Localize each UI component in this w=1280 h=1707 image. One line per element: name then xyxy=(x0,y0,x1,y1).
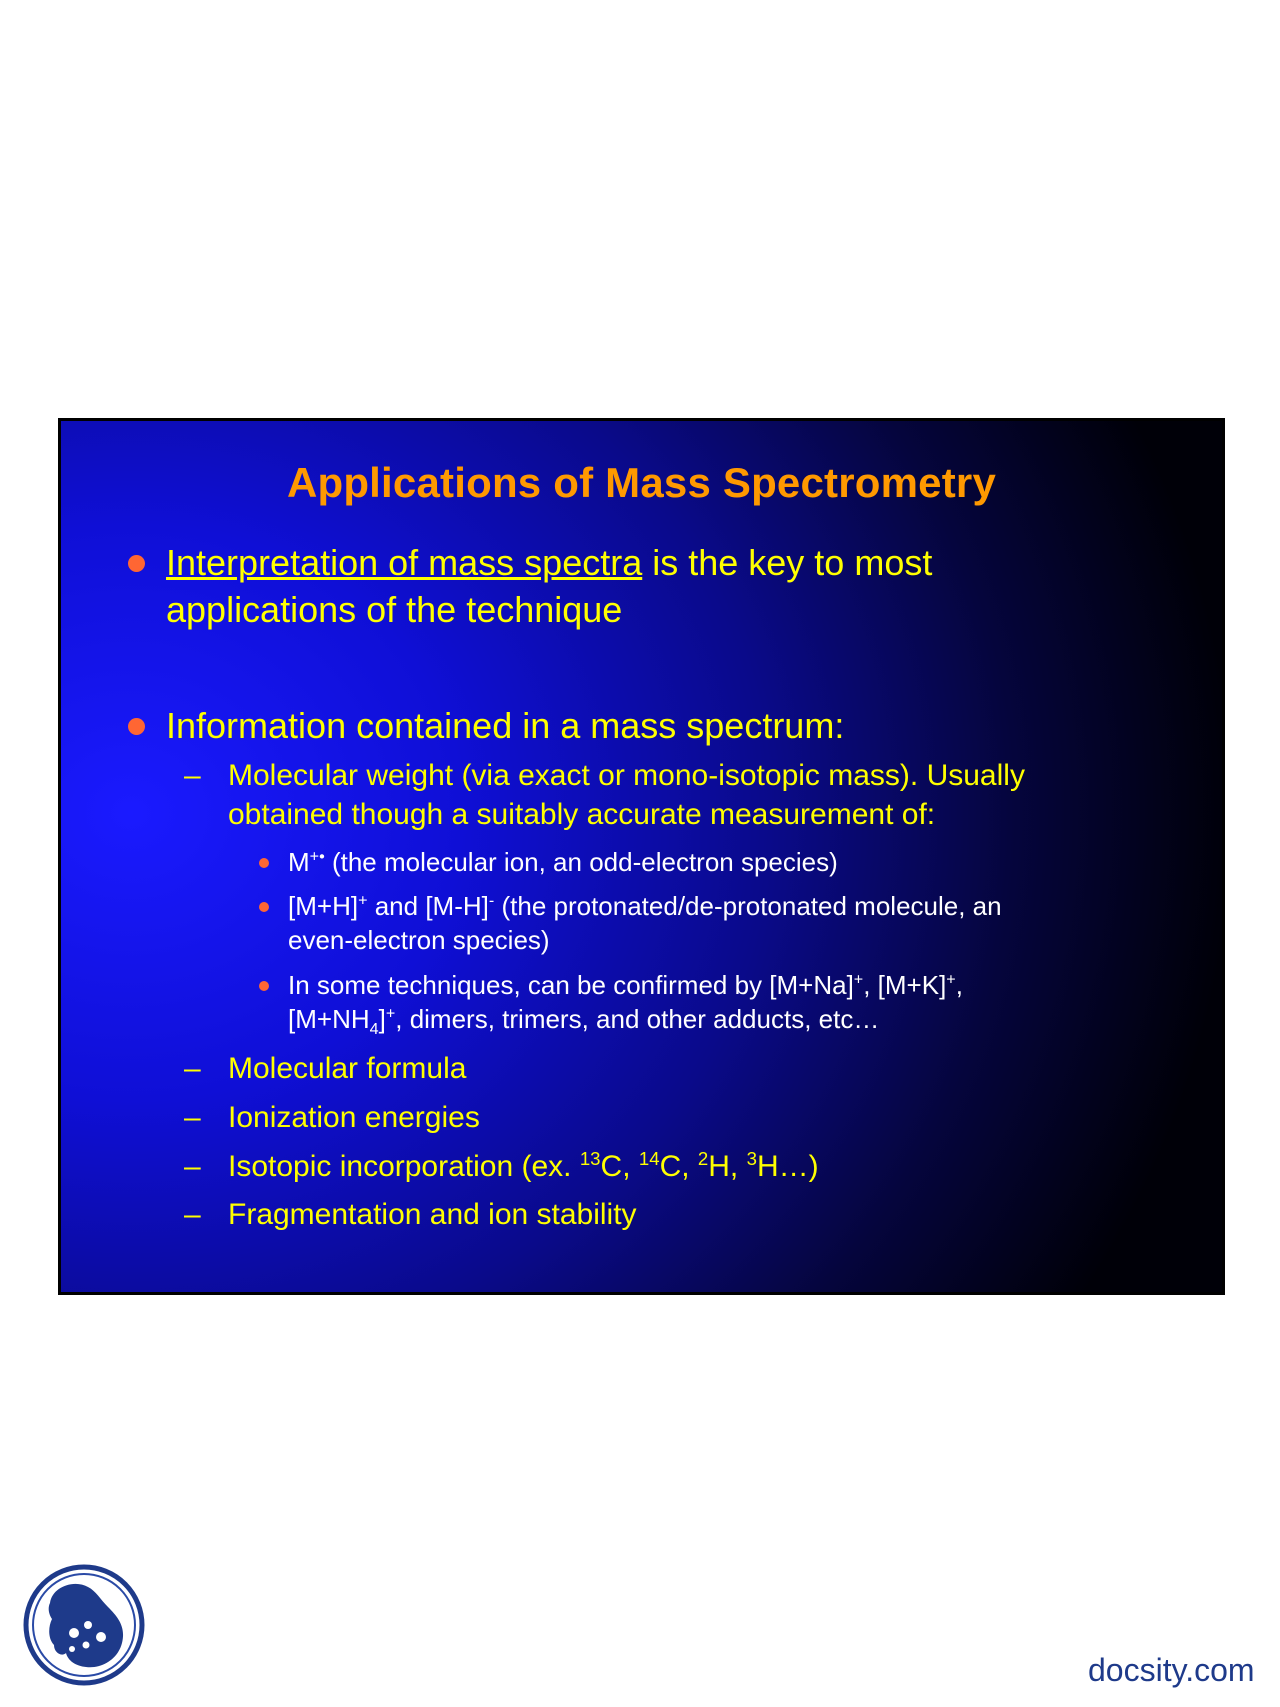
docsity-logo-icon[interactable] xyxy=(22,1563,146,1687)
sub-molecular-formula: – Molecular formula xyxy=(228,1049,1148,1088)
bullet-interpretation: Interpretation of mass spectra is the key to most applications of the technique xyxy=(166,539,1166,633)
sub-fragmentation: – Fragmentation and ion stability xyxy=(228,1195,1148,1234)
interpretation-link-text: Interpretation of mass spectra xyxy=(166,542,643,583)
item-adducts: In some techniques, can be confirmed by [M+Na]+, [M+K]+, $[M+NH_4]^+$, dimers, trimers, and other adducts, etc… xyxy=(288,968,1148,1036)
bullet-dot-icon xyxy=(259,902,269,912)
item-molecular-ion: M+• (the molecular ion, an odd-electron species) xyxy=(288,845,1148,879)
dash-marker: – xyxy=(184,1150,201,1183)
docsity-brand-link[interactable]: docsity.com xyxy=(1088,1652,1255,1688)
dash-marker: – xyxy=(184,1198,201,1231)
bullet-dot-icon xyxy=(259,981,269,991)
bullet-dot-icon xyxy=(259,858,269,868)
dash-marker: – xyxy=(184,1101,201,1134)
bullet-information: Information contained in a mass spectrum: xyxy=(166,702,1166,749)
slide-title: Applications of Mass Spectrometry xyxy=(286,459,997,506)
bullet-icon xyxy=(128,555,145,572)
bullet-icon xyxy=(128,718,145,735)
sub-isotopic-incorporation: – Isotopic incorporation (ex. $^{13}$C, $^{14}$C, $^2$H, $^3$H…) xyxy=(228,1147,1148,1186)
slide xyxy=(58,418,1225,1295)
item-protonated: [M+H]+ and [M-H]- (the protonated/de-protonated molecule, an even-electron species) xyxy=(288,889,1148,957)
dash-marker: – xyxy=(184,1052,201,1085)
dash-marker: – xyxy=(184,759,201,792)
sub-ionization-energies: – Ionization energies xyxy=(228,1098,1148,1137)
sub-molecular-weight: – Molecular weight (via exact or mono-isotopic mass). Usually obtained though a suitably accurate measurement of: xyxy=(228,756,1148,834)
